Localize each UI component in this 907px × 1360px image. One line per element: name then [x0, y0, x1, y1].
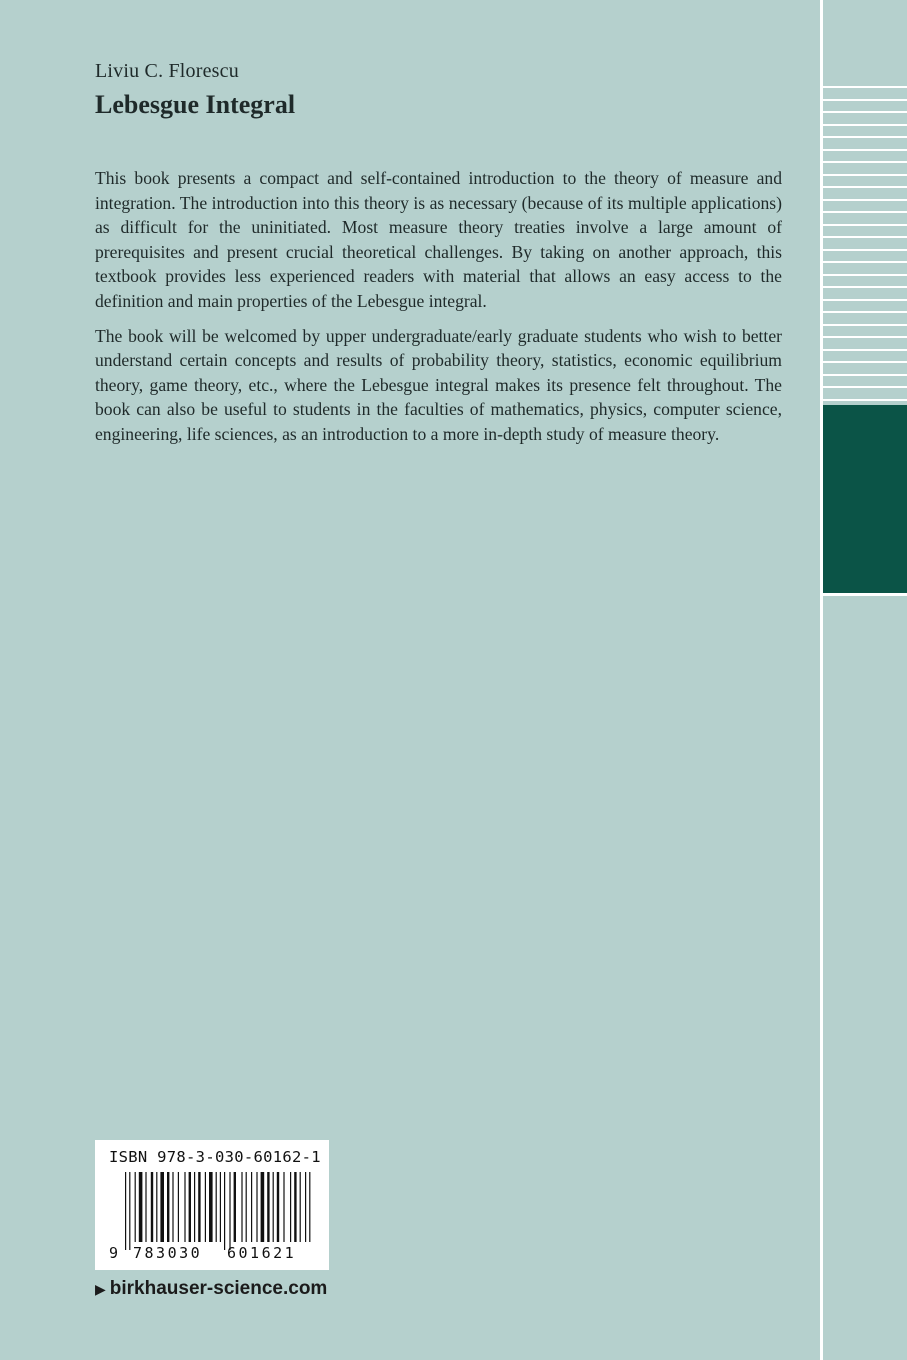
isbn-label: ISBN 978-3-030-60162-1 — [109, 1148, 321, 1166]
author-name: Liviu C. Florescu — [95, 60, 239, 82]
barcode-bar — [277, 1172, 279, 1242]
barcode-bar — [246, 1172, 247, 1242]
barcode-bar — [184, 1172, 185, 1242]
barcode-digits-right: 601621 — [227, 1244, 297, 1262]
barcode-bar — [290, 1172, 291, 1242]
barcode-bar — [209, 1172, 213, 1242]
barcode-bar — [129, 1172, 130, 1250]
barcode-bar — [305, 1172, 306, 1242]
accent-green-block — [823, 405, 907, 593]
barcode-bars — [125, 1172, 315, 1250]
website-text: birkhauser-science.com — [109, 1278, 328, 1299]
arrow-right-icon: ▶ — [95, 1281, 106, 1297]
barcode-bar — [145, 1172, 146, 1242]
barcode-bar — [156, 1172, 157, 1242]
barcode-bar — [309, 1172, 310, 1242]
description-paragraph-1: This book presents a compact and self-contained introduction to the theory of measure and integration. The introduction into this theory is as necessary (because of its multiple applications) as difficult for the uninitiated. Most measure theory treaties involve a large amount of prerequisites and present crucial theoretical challenges. By taking on another approach, this textbook provides less experienced readers with material that allows an easy access to the definition and main properties of the Lebesgue integral. — [95, 168, 782, 311]
accent-block-underline — [823, 593, 907, 596]
barcode-bar — [139, 1172, 143, 1242]
barcode-bar — [273, 1172, 274, 1242]
barcode-bar — [216, 1172, 217, 1242]
barcode-bar — [151, 1172, 153, 1242]
barcode-bar — [241, 1172, 242, 1242]
barcode-digits-left: 783030 — [133, 1244, 203, 1262]
barcode-bar — [283, 1172, 284, 1242]
barcode-bar — [251, 1172, 252, 1242]
barcode-bar — [189, 1172, 191, 1242]
barcode-bar — [205, 1172, 206, 1242]
book-description — [95, 166, 782, 457]
barcode-bar — [267, 1172, 269, 1242]
barcode-bar — [256, 1172, 257, 1242]
barcode-bar — [224, 1172, 225, 1250]
barcode-bar — [160, 1172, 164, 1242]
barcode-bar — [220, 1172, 221, 1242]
barcode-bar — [198, 1172, 200, 1242]
barcode-bar — [167, 1172, 169, 1242]
barcode-bar — [125, 1172, 126, 1250]
barcode-bar — [261, 1172, 265, 1242]
isbn-barcode — [95, 1140, 329, 1270]
barcode-digit-first: 9 — [109, 1244, 119, 1262]
description-paragraph-2: The book will be welcomed by upper undergraduate/early graduate students who wish to better understand certain concepts and results of probability theory, statistics, economic equilibrium theory, game theory, etc., where the Lebesgue integral makes its presence felt throughout. The book can also be useful to students in the faculties of mathematics, physics, computer science, engineering, life sciences, as an introduction to a more in-depth study of measure theory. — [95, 325, 782, 444]
barcode-bar — [172, 1172, 173, 1242]
barcode-bar — [229, 1172, 230, 1250]
publisher-website — [95, 1278, 327, 1300]
barcode-bar — [135, 1172, 136, 1242]
barcode-bar — [300, 1172, 301, 1242]
strip-horizontal-lines — [823, 86, 907, 411]
book-title: Lebesgue Integral — [95, 90, 296, 119]
barcode-bar — [194, 1172, 195, 1242]
barcode-bar — [234, 1172, 236, 1242]
barcode-bar — [178, 1172, 179, 1242]
barcode-bar — [294, 1172, 296, 1242]
